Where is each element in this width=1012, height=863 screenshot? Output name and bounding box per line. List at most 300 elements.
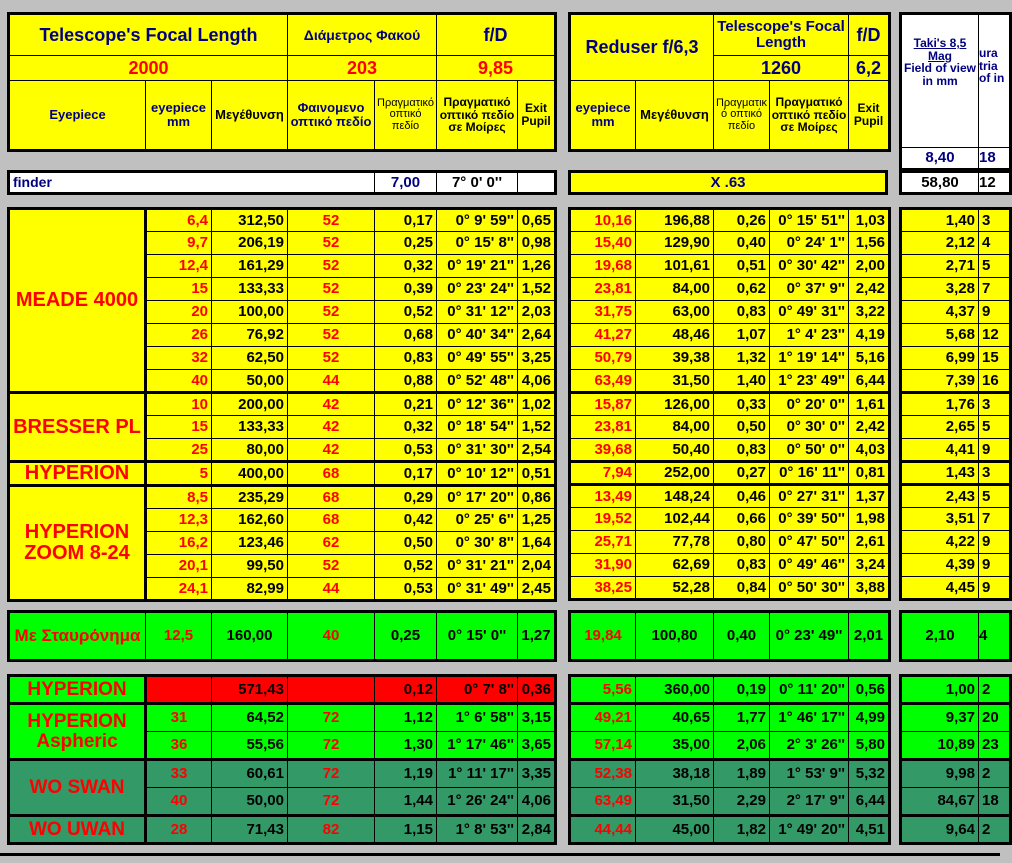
true-fov: 1,12 bbox=[375, 704, 437, 732]
apparent-fov: 52 bbox=[288, 347, 375, 370]
reducer-row bbox=[570, 393, 890, 416]
exit-pupil: 2,64 bbox=[518, 324, 556, 347]
true-fov: 1,44 bbox=[375, 788, 437, 816]
taki-fov-value: 9,98 bbox=[901, 760, 979, 788]
true-fov: 0,17 bbox=[375, 462, 437, 486]
reducer-magnification: 63,00 bbox=[636, 301, 714, 324]
apparent-fov: 68 bbox=[288, 486, 375, 509]
reducer-true-fov-deg: 0° 50' 0'' bbox=[770, 439, 849, 462]
right-col2-value: 9 bbox=[979, 439, 1011, 462]
reducer-exit-pupil: 5,80 bbox=[849, 732, 890, 760]
col-eyepiece: Eyepiece bbox=[9, 81, 146, 151]
magnification: 64,52 bbox=[212, 704, 288, 732]
apparent-fov: 52 bbox=[288, 278, 375, 301]
true-fov-deg: 1° 6' 58'' bbox=[437, 704, 518, 732]
magnification: 400,00 bbox=[212, 462, 288, 486]
taki-fov-value: 6,99 bbox=[901, 347, 979, 370]
reducer-exit-pupil: 5,32 bbox=[849, 760, 890, 788]
eyepiece-brand: HYPERION ZOOM 8-24 bbox=[9, 486, 146, 601]
exit-pupil: 3,65 bbox=[518, 732, 556, 760]
eyepiece-brand: HYPERION Aspheric bbox=[9, 704, 146, 760]
reducer-row bbox=[570, 554, 890, 577]
true-fov: 0,68 bbox=[375, 324, 437, 347]
exit-pupil: 3,15 bbox=[518, 704, 556, 732]
magnification: 161,29 bbox=[212, 255, 288, 278]
apparent-fov: 72 bbox=[288, 732, 375, 760]
reducer-factor: X .63 bbox=[570, 172, 887, 194]
taki-fov-value: 84,67 bbox=[901, 788, 979, 816]
magnification: 133,33 bbox=[212, 416, 288, 439]
reducer-exit-pupil: 0,56 bbox=[849, 676, 890, 704]
true-fov: 0,83 bbox=[375, 347, 437, 370]
reducer-row bbox=[570, 485, 890, 508]
right-col2-value: 15 bbox=[979, 347, 1011, 370]
reducer-true-fov: 2,29 bbox=[714, 788, 770, 816]
apparent-fov: 82 bbox=[288, 816, 375, 844]
right-row bbox=[901, 462, 1011, 485]
magnification: 82,99 bbox=[212, 578, 288, 601]
right-row bbox=[901, 278, 1011, 301]
magnification: 571,43 bbox=[212, 676, 288, 704]
taki-fov-value: 2,71 bbox=[901, 255, 979, 278]
reducer-true-fov-deg: 2° 17' 9'' bbox=[770, 788, 849, 816]
true-fov: 0,53 bbox=[375, 578, 437, 601]
reducer-true-fov: 1,40 bbox=[714, 370, 770, 393]
taki-fov-value: 1,76 bbox=[901, 393, 979, 416]
true-fov: 0,21 bbox=[375, 393, 437, 416]
exit-pupil: 2,84 bbox=[518, 816, 556, 844]
magnification: 162,60 bbox=[212, 509, 288, 532]
bottom-right-table bbox=[899, 674, 1012, 845]
apparent-fov: 68 bbox=[288, 509, 375, 532]
true-fov-deg: 0° 10' 12'' bbox=[437, 462, 518, 486]
reducer-exit-pupil: 2,42 bbox=[849, 278, 890, 301]
eyepiece-mm: 16,2 bbox=[146, 532, 212, 555]
reducer-row bbox=[570, 255, 890, 278]
true-fov: 0,88 bbox=[375, 370, 437, 393]
apparent-fov: 52 bbox=[288, 301, 375, 324]
apparent-fov: 68 bbox=[288, 676, 375, 704]
reducer-true-fov-deg: 0° 11' 20'' bbox=[770, 676, 849, 704]
magnification: 235,29 bbox=[212, 486, 288, 509]
reducer-focal-label: Telescope's Focal Length bbox=[714, 14, 849, 56]
reducer-magnification: 38,18 bbox=[636, 760, 714, 788]
reducer-row bbox=[570, 439, 890, 462]
reducer-true-fov-deg: 0° 37' 9'' bbox=[770, 278, 849, 301]
taki-fov-value: 4,22 bbox=[901, 531, 979, 554]
true-fov-deg: 0° 12' 36'' bbox=[437, 393, 518, 416]
eyepiece-mm: 15 bbox=[146, 278, 212, 301]
eyepiece-table-main bbox=[7, 207, 557, 602]
finder-label: finder bbox=[9, 172, 375, 194]
r-col-eyepiece-mm: eyepiece mm bbox=[570, 81, 636, 151]
reducer-true-fov-deg: 0° 49' 31'' bbox=[770, 301, 849, 324]
right-row bbox=[901, 416, 1011, 439]
reducer-exit-pupil: 4,03 bbox=[849, 439, 890, 462]
reducer-true-fov: 1,89 bbox=[714, 760, 770, 788]
true-fov-deg: 0° 17' 20'' bbox=[437, 486, 518, 509]
reducer-true-fov-deg: 0° 20' 0'' bbox=[770, 393, 849, 416]
right-col2-value: 3 bbox=[979, 462, 1011, 485]
reducer-row bbox=[570, 508, 890, 531]
magnification: 123,46 bbox=[212, 532, 288, 555]
reducer-true-fov-deg: 1° 19' 14'' bbox=[770, 347, 849, 370]
reducer-true-fov: 0,51 bbox=[714, 255, 770, 278]
true-fov: 0,29 bbox=[375, 486, 437, 509]
magnification: 60,61 bbox=[212, 760, 288, 788]
eyepiece-mm: 10 bbox=[146, 393, 212, 416]
true-fov: 0,50 bbox=[375, 532, 437, 555]
reducer-true-fov-deg: 0° 39' 50'' bbox=[770, 508, 849, 531]
right-row bbox=[901, 393, 1011, 416]
reducer-true-fov: 0,27 bbox=[714, 462, 770, 485]
bottom-reducer-row bbox=[570, 760, 890, 788]
reducer-row bbox=[570, 232, 890, 255]
apparent-fov: 52 bbox=[288, 209, 375, 232]
r-col-true-fov: Πραγματικ ό οπτικό πεδίο bbox=[714, 81, 770, 151]
right-col2-header: ura tria of in bbox=[979, 14, 1011, 148]
reducer-magnification: 77,78 bbox=[636, 531, 714, 554]
eyepiece-brand: HYPERION bbox=[9, 462, 146, 486]
exit-pupil: 1,25 bbox=[518, 509, 556, 532]
finder-right-1: 58,80 bbox=[901, 172, 979, 194]
eyepiece-mm: 20,1 bbox=[146, 555, 212, 578]
reducer-row bbox=[570, 278, 890, 301]
true-fov-deg: 1° 26' 24'' bbox=[437, 788, 518, 816]
apparent-fov: 52 bbox=[288, 232, 375, 255]
eyepiece-row bbox=[9, 209, 556, 232]
bottom-eyepiece-row bbox=[9, 760, 556, 788]
reducer-magnification: 48,46 bbox=[636, 324, 714, 347]
eyepiece-mm: 40 bbox=[146, 788, 212, 816]
reducer-true-fov: 0,83 bbox=[714, 301, 770, 324]
reducer-magnification: 50,40 bbox=[636, 439, 714, 462]
exit-pupil: 0,51 bbox=[518, 462, 556, 486]
right-row bbox=[901, 232, 1011, 255]
crosshair-pupil: 1,27 bbox=[518, 612, 556, 661]
reducer-magnification: 102,44 bbox=[636, 508, 714, 531]
right-col2-value: 12 bbox=[979, 324, 1011, 347]
reducer-magnification: 126,00 bbox=[636, 393, 714, 416]
eyepiece-brand: HYPERION bbox=[9, 676, 146, 704]
crosshair-r-tfov: 0,40 bbox=[714, 612, 770, 661]
true-fov: 1,30 bbox=[375, 732, 437, 760]
col-true-fov-degrees: Πραγματικό οπτικό πεδίο σε Μοίρες bbox=[437, 81, 518, 151]
finder-right-2: 12 bbox=[979, 172, 1011, 194]
taki-value-2: 18 bbox=[979, 148, 1011, 170]
magnification: 200,00 bbox=[212, 393, 288, 416]
crosshair-r-deg: 0° 23' 49'' bbox=[770, 612, 849, 661]
reducer-true-fov-deg: 0° 50' 30'' bbox=[770, 577, 849, 600]
eyepiece-brand: BRESSER PL bbox=[9, 393, 146, 462]
exit-pupil: 1,64 bbox=[518, 532, 556, 555]
apparent-fov: 42 bbox=[288, 439, 375, 462]
reducer-row bbox=[570, 347, 890, 370]
taki-fov-value: 7,39 bbox=[901, 370, 979, 393]
reducer-eyepiece-mm: 31,75 bbox=[570, 301, 636, 324]
page-bottom-divider bbox=[0, 853, 1000, 856]
magnification: 55,56 bbox=[212, 732, 288, 760]
right-row bbox=[901, 485, 1011, 508]
reducer-true-fov: 0,33 bbox=[714, 393, 770, 416]
reducer-true-fov-deg: 1° 23' 49'' bbox=[770, 370, 849, 393]
reducer-eyepiece-mm: 7,94 bbox=[570, 462, 636, 485]
left-header-table bbox=[7, 12, 557, 152]
true-fov: 0,52 bbox=[375, 555, 437, 578]
reducer-exit-pupil: 2,00 bbox=[849, 255, 890, 278]
bottom-reducer-row bbox=[570, 788, 890, 816]
eyepiece-row bbox=[9, 462, 556, 486]
reducer-true-fov-deg: 0° 16' 11'' bbox=[770, 462, 849, 485]
reducer-table-main bbox=[568, 207, 891, 601]
reducer-exit-pupil: 4,51 bbox=[849, 816, 890, 844]
true-fov-deg: 0° 7' 8'' bbox=[437, 676, 518, 704]
col-apparent-fov: Φαινομενο οπτικό πεδίο bbox=[288, 81, 375, 151]
crosshair-reducer-table bbox=[568, 610, 891, 662]
true-fov-deg: 0° 40' 34'' bbox=[437, 324, 518, 347]
reducer-magnification: 129,90 bbox=[636, 232, 714, 255]
reducer-factor-table bbox=[568, 170, 888, 195]
eyepiece-mm: 6,4 bbox=[146, 209, 212, 232]
reducer-exit-pupil: 2,61 bbox=[849, 531, 890, 554]
reducer-exit-pupil: 1,61 bbox=[849, 393, 890, 416]
focal-length-label: Telescope's Focal Length bbox=[9, 14, 288, 56]
right-col2-value: 5 bbox=[979, 255, 1011, 278]
reducer-true-fov-deg: 1° 4' 23'' bbox=[770, 324, 849, 347]
magnification: 76,92 bbox=[212, 324, 288, 347]
finder-fov-deg: 7° 0' 0'' bbox=[437, 172, 518, 194]
eyepiece-mm: 8,5 bbox=[146, 486, 212, 509]
reducer-true-fov: 1,82 bbox=[714, 816, 770, 844]
true-fov-deg: 0° 31' 21'' bbox=[437, 555, 518, 578]
eyepiece-mm: 25 bbox=[146, 439, 212, 462]
true-fov-deg: 0° 19' 21'' bbox=[437, 255, 518, 278]
magnification: 99,50 bbox=[212, 555, 288, 578]
right-col2-value: 9 bbox=[979, 531, 1011, 554]
apparent-fov: 44 bbox=[288, 370, 375, 393]
bottom-right-row bbox=[901, 732, 1011, 760]
true-fov-deg: 0° 9' 59'' bbox=[437, 209, 518, 232]
taki-fov-value: 2,65 bbox=[901, 416, 979, 439]
eyepiece-brand: WO SWAN bbox=[9, 760, 146, 816]
right-col2-value: 3 bbox=[979, 209, 1011, 232]
r-col-true-fov-degrees: Πραγματικό οπτικό πεδίο σε Μοίρες bbox=[770, 81, 849, 151]
eyepiece-mm: 9,7 bbox=[146, 232, 212, 255]
reducer-true-fov: 0,62 bbox=[714, 278, 770, 301]
right-col2-value: 18 bbox=[979, 788, 1011, 816]
reducer-magnification: 39,38 bbox=[636, 347, 714, 370]
reducer-true-fov: 0,40 bbox=[714, 232, 770, 255]
eyepiece-mm: 32 bbox=[146, 347, 212, 370]
bottom-eyepiece-row bbox=[9, 816, 556, 844]
eyepiece-mm: 40 bbox=[146, 370, 212, 393]
eyepiece-mm: 20 bbox=[146, 301, 212, 324]
reducer-exit-pupil: 1,98 bbox=[849, 508, 890, 531]
reducer-true-fov: 0,80 bbox=[714, 531, 770, 554]
magnification: 50,00 bbox=[212, 370, 288, 393]
right-row bbox=[901, 324, 1011, 347]
reducer-magnification: 31,50 bbox=[636, 370, 714, 393]
crosshair-deg: 0° 15' 0'' bbox=[437, 612, 518, 661]
exit-pupil: 1,02 bbox=[518, 393, 556, 416]
true-fov-deg: 0° 23' 24'' bbox=[437, 278, 518, 301]
reducer-magnification: 52,28 bbox=[636, 577, 714, 600]
exit-pupil: 1,52 bbox=[518, 416, 556, 439]
eyepiece-brand: MEADE 4000 bbox=[9, 209, 146, 393]
exit-pupil: 0,86 bbox=[518, 486, 556, 509]
taki-fov-value: 4,41 bbox=[901, 439, 979, 462]
reducer-magnification: 101,61 bbox=[636, 255, 714, 278]
bottom-reducer-row bbox=[570, 732, 890, 760]
eyepiece-row bbox=[9, 486, 556, 509]
reducer-magnification: 45,00 bbox=[636, 816, 714, 844]
apparent-fov: 52 bbox=[288, 324, 375, 347]
diameter-value: 203 bbox=[288, 56, 437, 81]
eyepiece-mm: 24,1 bbox=[146, 578, 212, 601]
reducer-true-fov-deg: 2° 3' 26'' bbox=[770, 732, 849, 760]
taki-fov-value: 1,43 bbox=[901, 462, 979, 485]
fd-value: 9,85 bbox=[437, 56, 556, 81]
crosshair-brand: Με Σταυρόνημα bbox=[9, 612, 146, 661]
crosshair-x1: 2,10 bbox=[901, 612, 979, 661]
magnification: 100,00 bbox=[212, 301, 288, 324]
reducer-row bbox=[570, 209, 890, 232]
reducer-true-fov: 0,84 bbox=[714, 577, 770, 600]
right-row bbox=[901, 577, 1011, 600]
true-fov: 0,17 bbox=[375, 209, 437, 232]
magnification: 71,43 bbox=[212, 816, 288, 844]
true-fov-deg: 1° 17' 46'' bbox=[437, 732, 518, 760]
right-table-main bbox=[899, 207, 1012, 601]
reducer-magnification: 84,00 bbox=[636, 278, 714, 301]
exit-pupil: 3,25 bbox=[518, 347, 556, 370]
reducer-true-fov: 1,77 bbox=[714, 704, 770, 732]
right-row bbox=[901, 301, 1011, 324]
r-col-magnification: Μεγέθυνση bbox=[636, 81, 714, 151]
bottom-right-row bbox=[901, 760, 1011, 788]
eyepiece-brand: WO UWAN bbox=[9, 816, 146, 844]
reducer-exit-pupil: 5,16 bbox=[849, 347, 890, 370]
exit-pupil: 0,36 bbox=[518, 676, 556, 704]
right-col2-value: 4 bbox=[979, 232, 1011, 255]
exit-pupil: 2,54 bbox=[518, 439, 556, 462]
apparent-fov: 42 bbox=[288, 416, 375, 439]
eyepiece-mm: 12,3 bbox=[146, 509, 212, 532]
taki-fov-value: 4,37 bbox=[901, 301, 979, 324]
taki-fov-value: 1,00 bbox=[901, 676, 979, 704]
taki-fov-value: 3,51 bbox=[901, 508, 979, 531]
reducer-row bbox=[570, 416, 890, 439]
bottom-reducer-row bbox=[570, 816, 890, 844]
reducer-true-fov-deg: 1° 49' 20'' bbox=[770, 816, 849, 844]
taki-fov-value: 9,64 bbox=[901, 816, 979, 844]
right-row bbox=[901, 531, 1011, 554]
eyepiece-mm: 28 bbox=[146, 816, 212, 844]
col-exit-pupil: Exit Pupil bbox=[518, 81, 556, 151]
reducer-fd-label: f/D bbox=[849, 14, 890, 56]
reducer-eyepiece-mm: 15,40 bbox=[570, 232, 636, 255]
apparent-fov: 68 bbox=[288, 462, 375, 486]
reducer-true-fov-deg: 0° 49' 46'' bbox=[770, 554, 849, 577]
eyepiece-mm: 33 bbox=[146, 760, 212, 788]
reducer-row bbox=[570, 577, 890, 600]
bottom-eyepiece-row bbox=[9, 676, 556, 704]
reducer-exit-pupil: 1,03 bbox=[849, 209, 890, 232]
right-row bbox=[901, 554, 1011, 577]
magnification: 50,00 bbox=[212, 788, 288, 816]
reducer-eyepiece-mm: 23,81 bbox=[570, 278, 636, 301]
crosshair-mag: 160,00 bbox=[212, 612, 288, 661]
reducer-magnification: 148,24 bbox=[636, 485, 714, 508]
reducer-true-fov: 0,66 bbox=[714, 508, 770, 531]
right-col2-value: 9 bbox=[979, 577, 1011, 600]
fd-label: f/D bbox=[437, 14, 556, 56]
apparent-fov: 72 bbox=[288, 704, 375, 732]
reducer-magnification: 62,69 bbox=[636, 554, 714, 577]
reducer-magnification: 84,00 bbox=[636, 416, 714, 439]
reducer-true-fov: 1,07 bbox=[714, 324, 770, 347]
exit-pupil: 0,65 bbox=[518, 209, 556, 232]
reducer-eyepiece-mm: 38,25 bbox=[570, 577, 636, 600]
reducer-true-fov-deg: 0° 47' 50'' bbox=[770, 531, 849, 554]
reducer-focal-value: 1260 bbox=[714, 56, 849, 81]
true-fov-deg: 1° 11' 17'' bbox=[437, 760, 518, 788]
reducer-true-fov-deg: 0° 30' 0'' bbox=[770, 416, 849, 439]
taki-fov-label: Field of view in mm bbox=[903, 61, 976, 88]
right-col2-value: 20 bbox=[979, 704, 1011, 732]
reducer-true-fov-deg: 0° 15' 51'' bbox=[770, 209, 849, 232]
taki-link[interactable]: Taki's 8,5 bbox=[913, 36, 967, 50]
reducer-label: Reduser f/6,3 bbox=[570, 14, 714, 81]
magnification: 133,33 bbox=[212, 278, 288, 301]
apparent-fov: 52 bbox=[288, 555, 375, 578]
reducer-exit-pupil: 0,81 bbox=[849, 462, 890, 485]
taki-mag[interactable]: Mag bbox=[928, 48, 952, 63]
true-fov-deg: 0° 31' 12'' bbox=[437, 301, 518, 324]
right-col2-value: 2 bbox=[979, 760, 1011, 788]
col-magnification: Μεγέθυνση bbox=[212, 81, 288, 151]
right-col2-value: 5 bbox=[979, 485, 1011, 508]
reducer-eyepiece-mm: 41,27 bbox=[570, 324, 636, 347]
reducer-eyepiece-mm: 50,79 bbox=[570, 347, 636, 370]
reducer-true-fov: 0,26 bbox=[714, 209, 770, 232]
right-row bbox=[901, 255, 1011, 278]
reducer-exit-pupil: 4,99 bbox=[849, 704, 890, 732]
reducer-true-fov-deg: 0° 30' 42'' bbox=[770, 255, 849, 278]
reducer-eyepiece-mm: 63,49 bbox=[570, 370, 636, 393]
true-fov-deg: 0° 49' 55'' bbox=[437, 347, 518, 370]
bottom-right-row bbox=[901, 704, 1011, 732]
crosshair-r-pupil: 2,01 bbox=[849, 612, 890, 661]
true-fov: 1,15 bbox=[375, 816, 437, 844]
reducer-row bbox=[570, 301, 890, 324]
eyepiece-mm: 15 bbox=[146, 416, 212, 439]
reducer-true-fov-deg: 1° 53' 9'' bbox=[770, 760, 849, 788]
crosshair-right-table bbox=[899, 610, 1012, 662]
reducer-exit-pupil: 2,42 bbox=[849, 416, 890, 439]
exit-pupil: 2,45 bbox=[518, 578, 556, 601]
right-col2-value: 9 bbox=[979, 554, 1011, 577]
reducer-true-fov: 1,32 bbox=[714, 347, 770, 370]
reducer-magnification: 252,00 bbox=[636, 462, 714, 485]
reducer-true-fov-deg: 1° 46' 17'' bbox=[770, 704, 849, 732]
finder-empty bbox=[518, 172, 556, 194]
right-col2-value: 3 bbox=[979, 393, 1011, 416]
magnification: 312,50 bbox=[212, 209, 288, 232]
reducer-eyepiece-mm: 63,49 bbox=[570, 788, 636, 816]
taki-fov-value: 4,39 bbox=[901, 554, 979, 577]
reducer-exit-pupil: 4,19 bbox=[849, 324, 890, 347]
